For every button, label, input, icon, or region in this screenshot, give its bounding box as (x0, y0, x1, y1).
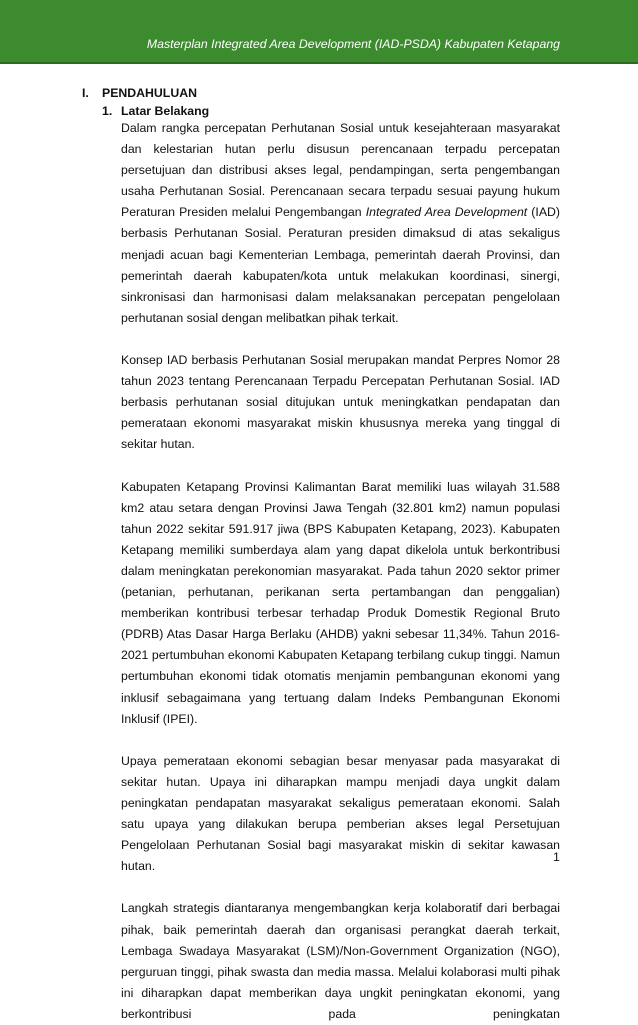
page-number: 1 (553, 850, 560, 864)
paragraph-1-part-b: (IAD) berbasis Perhutanan Sosial. Peraturan presiden dimaksud di atas sekaligus menjadi acuan bagi Kementerian Lembaga, pemerintah daerah Provinsi, dan pemerintah daerah kabupaten/kota untuk melakukan koordinasi, sinergi, sinkronisasi dan harmonisasi dalam melaksanakan percepatan pengelolaan perhutanan sosial dengan melibatkan pihak terkait. (121, 205, 560, 325)
paragraph-5: Langkah strategis diantaranya mengembangkan kerja kolaboratif dari berbagai pihak, baik pemerintah daerah dan organisasi perangkat daerah terkait, Lembaga Swadaya Masyarakat (LSM)/Non-Government Organization (NGO), perguruan tinggi, pihak swasta dan media massa. Melalui kolaborasi multi pihak ini diharapkan dapat memberikan daya ungkit peningkatan ekonomi, yang berkontribusi pada peningkatan (121, 901, 560, 1021)
section-number: I. (82, 86, 89, 100)
paragraph-1 (121, 118, 560, 329)
body-text (121, 118, 560, 1025)
subsection-number: 1. (102, 104, 113, 118)
paragraph-1-part-a: Dalam rangka percepatan Perhutanan Sosial untuk kesejahteraan masyarakat dan kelestarian hutan perlu disusun perencanaan terpadu percepatan persetujuan dan distribusi akses legal, pendampingan, serta pengembangan usaha Perhutanan Sosial. Perencanaan secara terpadu sesuai payung hukum Peraturan Presiden melalui Pengembangan (121, 121, 560, 220)
subsection-heading: Latar Belakang (121, 104, 210, 118)
header-divider (0, 62, 638, 64)
paragraph-2: Konsep IAD berbasis Perhutanan Sosial merupakan mandat Perpres Nomor 28 tahun 2023 tentang Perencanaan Terpadu Percepatan Perhutanan Sosial. IAD berbasis perhutanan sosial ditujukan untuk meningkatkan pendapatan dan pemerataan ekonomi masyarakat miskin khususnya mereka yang tinggal di sekitar hutan. (121, 353, 560, 452)
paragraph-4: Upaya pemerataan ekonomi sebagian besar menyasar pada masyarakat di sekitar hutan. Upaya ini diharapkan mampu menjadi daya ungkit dalam peningkatan pendapatan masyarakat sekaligus pemerataan ekonomi. Salah satu upaya yang dilakukan berupa pemberian akses legal Persetujuan Pengelolaan Perhutanan Sosial bagi masyarakat miskin di sekitar kawasan hutan. (121, 753, 560, 874)
document-title: Masterplan Integrated Area Development (IAD-PSDA) Kabupaten Ketapang (146, 37, 560, 51)
paragraph-1-emphasis: Integrated Area Development (365, 205, 528, 220)
section-heading: PENDAHULUAN (102, 86, 197, 100)
paragraph-3: Kabupaten Ketapang Provinsi Kalimantan Barat memiliki luas wilayah 31.588 km2 atau setara dengan Provinsi Jawa Tengah (32.801 km2) namun populasi tahun 2022 sekitar 591.917 jiwa (BPS Kabupaten Ketapang, 2023). Kabupaten Ketapang memiliki sumberdaya alam yang dapat dikelola untuk berkontribusi dalam meningkatan perekonomian masyarakat. Pada tahun 2020 sektor primer (petanian, perhutanan, perikanan serta pertambangan dan penggalian) memberikan kontribusi terbesar terhadap Produk Domestik Regional Bruto (PDRB) Atas Dasar Harga Berlaku (AHDB) yakni sebesar 11,34%. Tahun 2016-2021 pertumbuhan ekonomi Kabupaten Ketapang terbilang cukup tinggi. Namun pertumbuhan ekonomi tidak otomatis menjamin pembangunan ekonomi yang inklusif sebagaimana yang tertuang dalam Indeks Pembangunan Ekonomi Inklusif (IPEI). (121, 479, 560, 726)
page-header-bar (0, 0, 638, 62)
